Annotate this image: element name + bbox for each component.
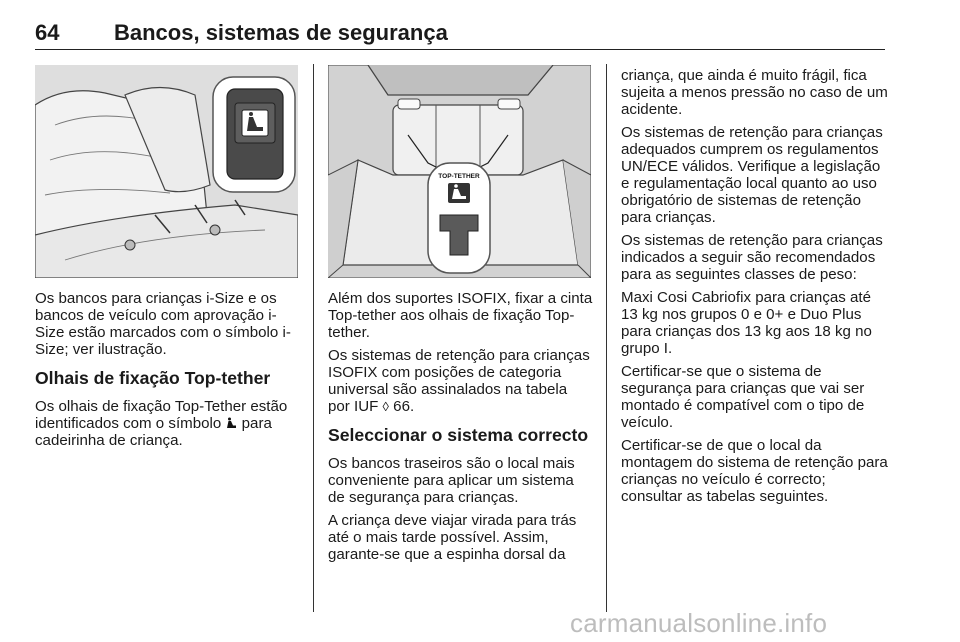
page-number: 64 — [35, 20, 60, 45]
section-heading: Seleccionar o sistema correcto — [328, 425, 589, 445]
paragraph: Além dos suportes ISOFIX, fixar a cinta Top-tether aos olhais de fixação Top-tether. — [328, 290, 593, 341]
paragraph: Os olhais de fixação Top-Tether estão identificados com o símbolo para cadeirinha de criança. — [35, 398, 288, 449]
paragraph: A criança deve viajar virada para trás até o mais tarde possível. Assim, garante-se que a espinha dorsal da — [328, 512, 577, 563]
paragraph: Maxi Cosi Cabriofix para crianças até 13 kg nos grupos 0 e 0+ e Duo Plus para crianças dos 13 kg aos 18 kg no grupo I. — [621, 289, 872, 357]
page-header — [35, 14, 885, 50]
paragraph: Os bancos para crianças i-Size e os bancos de veículo com aprovação i-Size estão marcados com o símbolo i-Size; ver ilustração. — [35, 290, 291, 358]
column-1 — [35, 290, 300, 455]
paragraph: Os sistemas de retenção para crianças adequados cumprem os regulamentos UN/ECE válidos. Verifique a legislação e regulamentação local quanto ao uso obrigatório de sistemas de retenção para crianças. — [621, 124, 883, 226]
page-title: Bancos, sistemas de segurança — [114, 20, 448, 45]
page-reference-icon: ◊ — [382, 399, 389, 414]
child-seat-icon — [225, 417, 237, 429]
cargo-area-illustration — [328, 65, 591, 278]
column-divider-1 — [313, 64, 314, 612]
paragraph: Os sistemas de retenção para crianças indicados a seguir são recomendados para as seguintes classes de peso: — [621, 232, 883, 283]
paragraph: Certificar-se de que o local da montagem do sistema de retenção para crianças no veículo é correcto; consultar as tabelas seguintes. — [621, 437, 888, 505]
column-3 — [621, 67, 888, 511]
paragraph: Certificar-se que o sistema de segurança para crianças que vai ser montado é compatível com o tipo de veículo. — [621, 363, 865, 431]
rear-seat-illustration — [35, 65, 298, 278]
page-reference-link[interactable]: 66. — [393, 398, 415, 415]
paragraph: Os sistemas de retenção para crianças ISOFIX com posições de categoria universal são assinalados na tabela por IUF ◊ 66. — [328, 347, 590, 415]
section-heading: Olhais de fixação Top-tether — [35, 368, 271, 388]
column-2 — [328, 290, 593, 569]
watermark: carmanualsonline.info — [570, 608, 828, 638]
top-tether-label: TOP-TETHER — [438, 173, 480, 180]
column-divider-2 — [606, 64, 607, 612]
paragraph: criança, que ainda é muito frágil, fica sujeita a menos pressão no caso de um acidente. — [621, 67, 888, 118]
paragraph: Os bancos traseiros são o local mais conveniente para aplicar um sistema de segurança para crianças. — [328, 455, 575, 506]
